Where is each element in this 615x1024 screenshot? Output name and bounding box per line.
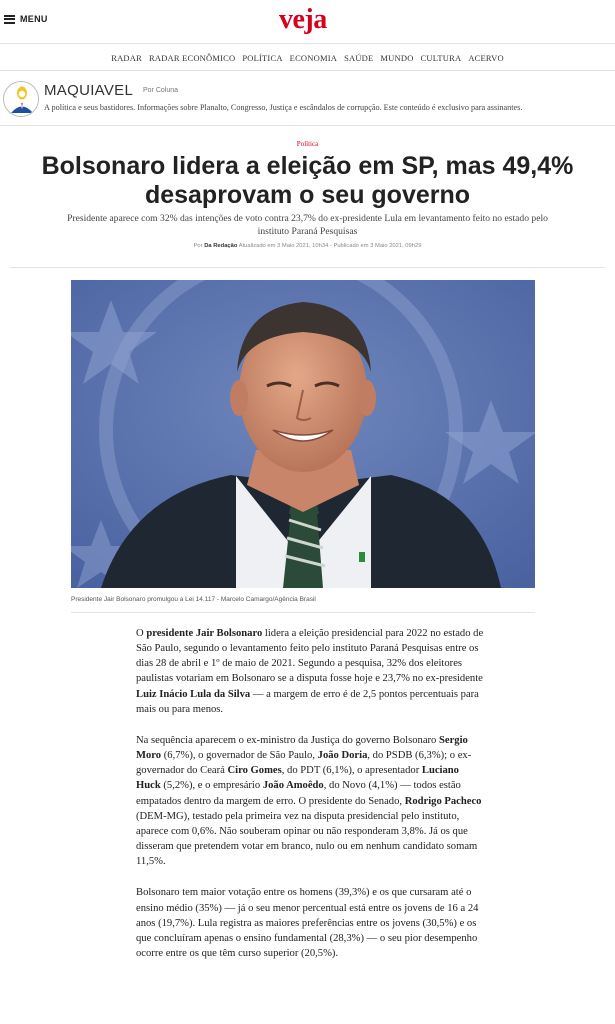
paragraph-text: (6,7%), o governador de São Paulo,	[161, 750, 318, 762]
hamburger-icon	[4, 15, 15, 24]
paragraph-text: , do PSDB (6,3%); o ex-governador do Ceará	[136, 750, 472, 777]
nav-item-radar-econômico[interactable]: RADAR ECONÔMICO	[148, 52, 236, 63]
highlighted-name: Ciro Gomes	[227, 765, 282, 777]
paragraph-text: — a margem de erro é de 2,5 pontos percentuais para mais ou para menos.	[136, 688, 479, 715]
article-paragraph	[136, 733, 484, 869]
site-header	[0, 0, 615, 44]
menu-button[interactable]	[4, 14, 48, 24]
highlighted-name: João Amoêdo	[262, 780, 324, 792]
paragraph-text: lidera a eleição presidencial para 2022 no estado de São Paulo, segundo o levantamento feito pelo instituto Paraná Pesquisas entre os dias 28 de abril e 1º de maio de 2021. Segundo a pesquisa, 32% dos eleitores paulistas votariam em Bolsonaro se a disputa fosse hoje e 23,7% no ex-presidente	[136, 628, 484, 685]
paragraph-text: , do PDT (6,1%), o apresentador	[281, 765, 422, 777]
nav-item-saúde[interactable]: SAÚDE	[344, 52, 374, 63]
nav-item-cultura[interactable]: CULTURA	[420, 52, 462, 63]
divider	[71, 612, 535, 613]
highlighted-name: João Doria	[317, 750, 368, 762]
paragraph-text: Na sequência aparecem o ex-ministro da Justiça do governo Bolsonaro	[136, 734, 440, 746]
column-banner	[0, 76, 615, 126]
article-section[interactable]: Política	[296, 140, 319, 148]
article-body	[136, 626, 484, 977]
highlighted-name: Sergio Moro	[136, 734, 468, 762]
paragraph-text: O	[136, 628, 147, 639]
highlighted-name: Luiz Inácio Lula da Silva	[136, 688, 251, 700]
article-title: Bolsonaro lidera a eleição em SP, mas 49,4% desaprovam o seu governo	[41, 152, 574, 209]
byline-prefix: Por	[193, 243, 203, 249]
menu-label: MENU	[20, 14, 48, 24]
column-description: A política e seus bastidores. Informações sobre Planalto, Congresso, Justiça e escândalos de corrupção. Este conteúdo é exclusivo para assinantes.	[44, 103, 523, 112]
highlighted-name: Rodrigo Pacheco	[404, 795, 482, 807]
column-name[interactable]: MAQUIAVEL	[44, 82, 134, 99]
main-nav	[0, 45, 615, 71]
paragraph-text: , do Novo (4,1%) — todos estão empatados dentro da margem de erro. O presidente do Senado,	[136, 780, 461, 807]
column-by: Por Coluna	[143, 87, 179, 94]
article-photo	[71, 280, 535, 588]
author-link[interactable]: Da Redação	[204, 243, 238, 249]
article-dates: Atualizado em 3 Maio 2021, 10h34 - Publicado em 3 Maio 2021, 09h29	[238, 243, 422, 249]
article-paragraph	[136, 626, 484, 717]
highlighted-name: presidente Jair Bolsonaro	[146, 628, 263, 639]
nav-item-economia[interactable]: ECONOMIA	[289, 52, 338, 63]
veja-logo[interactable]: veja	[279, 4, 327, 35]
paragraph-text: (DEM-MG), testado pela primeira vez na disputa presidencial pelo instituto, aparece com 0,6%. Não souberam opinar ou não responderam 3,8%. Já os que disseram que pretendem votar em branco, nulo ou em nenhum candidato somam 11,5%.	[136, 810, 478, 868]
article-paragraph	[136, 885, 484, 961]
nav-item-política[interactable]: POLÍTICA	[242, 52, 283, 63]
nav-item-radar[interactable]: RADAR	[111, 52, 142, 63]
article-subtitle: Presidente aparece com 32% das intenções de voto contra 23,7% do ex-presidente Lula em levantamento feito no estado pelo instituto Paraná Pesquisas	[67, 213, 548, 237]
paragraph-text: Bolsonaro tem maior votação entre os homens (39,3%) e os que cursaram até o ensino médio (35%) — já o seu menor percentual está entre os jovens de 16 a 24 anos (19,7%). Lula registra as maiores preferências entre os jovens (30,5%) e os que concluíram apenas o ensino fundamental (28,3%) — o seu pior desempenho ocorre entre os que têm curso superior (20,5%).	[136, 887, 479, 959]
photo-caption: Presidente Jair Bolsonaro promulgou a Lei 14.117 - Marcelo Camargo/Agência Brasil	[71, 596, 316, 603]
president-photo-illustration	[71, 280, 535, 588]
highlighted-name: Luciano Huck	[136, 765, 459, 792]
column-avatar[interactable]	[3, 81, 39, 117]
paragraph-text: (5,2%), e o empresário	[160, 780, 263, 792]
divider	[10, 267, 605, 268]
nav-item-acervo[interactable]: ACERVO	[468, 52, 504, 63]
columnist-illustration-icon	[4, 82, 39, 117]
nav-item-mundo[interactable]: MUNDO	[380, 52, 414, 63]
byline	[0, 243, 615, 249]
